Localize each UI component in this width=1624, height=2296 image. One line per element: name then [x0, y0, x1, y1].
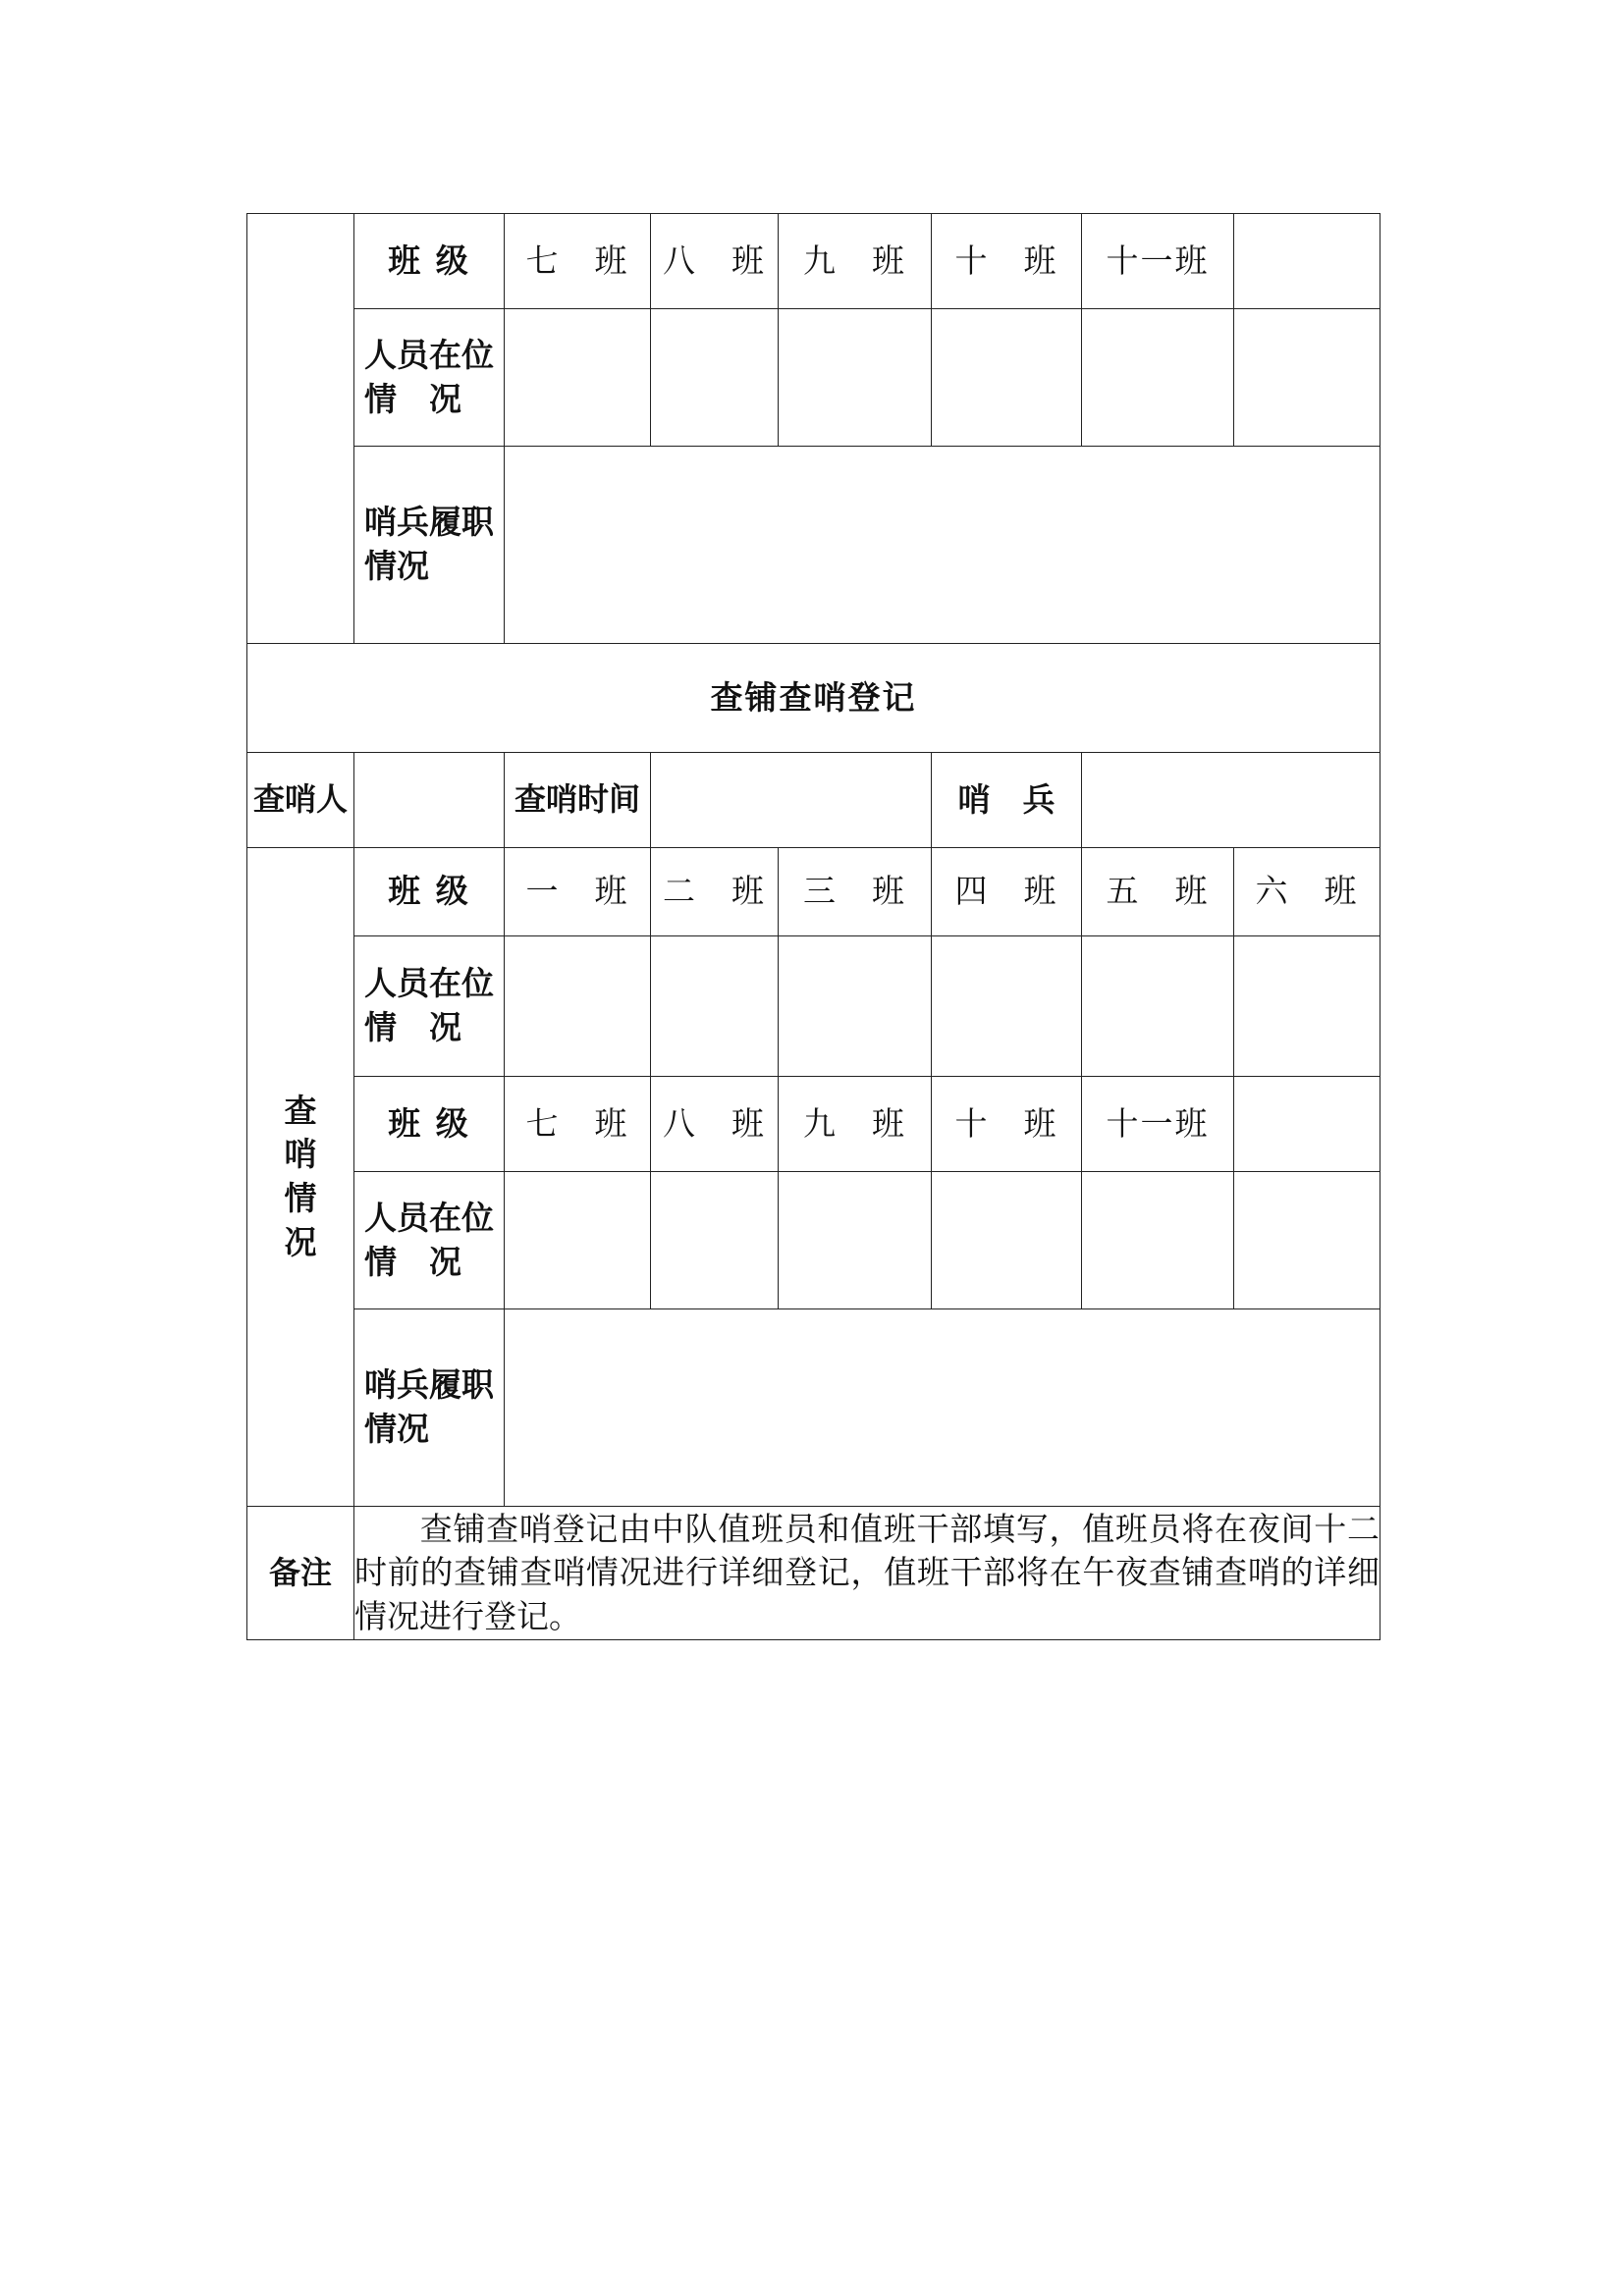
- top-presence-label: [354, 309, 505, 447]
- top-side-blank-cell: [247, 214, 354, 644]
- top-class-cell: 七 班: [505, 214, 651, 309]
- side-label-char: 情: [284, 1179, 317, 1217]
- top-sentry-duty-cell[interactable]: [505, 447, 1380, 644]
- top-class-cell: 八 班: [651, 214, 779, 309]
- presence-cell[interactable]: [651, 936, 779, 1077]
- title-row: [247, 644, 1380, 753]
- inspector-label: 查哨人: [247, 753, 354, 848]
- presence-cell[interactable]: [779, 1172, 932, 1309]
- presence-label-line1: 人员在位: [364, 964, 494, 1003]
- presence-label-line1: 人员在位: [364, 335, 494, 374]
- class-cell: 九 班: [779, 1077, 932, 1172]
- sentry-field[interactable]: [1082, 753, 1380, 848]
- top-presence-cell[interactable]: [779, 309, 932, 447]
- class-cell: 五 班: [1082, 848, 1234, 936]
- top-sentry-duty-label: [354, 447, 505, 644]
- presence-cell[interactable]: [1082, 1172, 1234, 1309]
- top-presence-cell[interactable]: [651, 309, 779, 447]
- inspection-time-label: 查哨时间: [505, 753, 651, 848]
- sentry-duty-label-line2: 情况: [364, 1410, 429, 1448]
- presence-cell[interactable]: [1234, 936, 1380, 1077]
- class-label: 班 级: [354, 848, 505, 936]
- presence-label-line1: 人员在位: [364, 1198, 494, 1237]
- inspection-register-table: [246, 213, 1380, 1640]
- side-label-char: 况: [284, 1222, 317, 1261]
- presence-cell[interactable]: [1234, 1172, 1380, 1309]
- sentry-duty-label-line1: 哨兵履职: [364, 1365, 494, 1405]
- class-label: 班 级: [354, 1077, 505, 1172]
- presence-cell[interactable]: [932, 1172, 1082, 1309]
- header-row: [247, 753, 1380, 848]
- remarks-row: [247, 1507, 1380, 1640]
- side-label-char: 查: [284, 1091, 317, 1130]
- sentry-duty-cell[interactable]: [505, 1309, 1380, 1507]
- presence-cell[interactable]: [1082, 936, 1234, 1077]
- class-cell: [1234, 1077, 1380, 1172]
- class-cell: 三 班: [779, 848, 932, 936]
- presence-label: [354, 936, 505, 1077]
- presence-row-2: [247, 1172, 1380, 1309]
- top-class-cell: 十 班: [932, 214, 1082, 309]
- top-class-cell: 十一班: [1082, 214, 1234, 309]
- class-row-2: [247, 1077, 1380, 1172]
- inspection-side-label: [247, 848, 354, 1507]
- presence-label-line2: 情 况: [364, 1008, 461, 1046]
- class-cell: 六 班: [1234, 848, 1380, 936]
- inspection-time-field[interactable]: [651, 753, 932, 848]
- presence-cell[interactable]: [505, 936, 651, 1077]
- presence-cell[interactable]: [779, 936, 932, 1077]
- page-title: 查铺查哨登记: [247, 644, 1380, 753]
- sentry-duty-row: [247, 1309, 1380, 1507]
- presence-cell[interactable]: [932, 936, 1082, 1077]
- remarks-label: 备注: [247, 1507, 354, 1640]
- top-presence-cell[interactable]: [932, 309, 1082, 447]
- sentry-duty-label: [354, 1309, 505, 1507]
- top-presence-cell[interactable]: [1082, 309, 1234, 447]
- sentry-label: 哨 兵: [932, 753, 1082, 848]
- top-presence-row: [247, 309, 1380, 447]
- presence-row-1: [247, 936, 1380, 1077]
- class-cell: 十 班: [932, 1077, 1082, 1172]
- side-label-char: 哨: [284, 1135, 317, 1174]
- presence-cell[interactable]: [651, 1172, 779, 1309]
- presence-cell[interactable]: [505, 1172, 651, 1309]
- class-cell: 二 班: [651, 848, 779, 936]
- class-cell: 八 班: [651, 1077, 779, 1172]
- class-cell: 七 班: [505, 1077, 651, 1172]
- presence-label-line2: 情 况: [364, 379, 461, 418]
- top-class-row: [247, 214, 1380, 309]
- top-sentry-duty-row: [247, 447, 1380, 644]
- presence-label: [354, 1172, 505, 1309]
- top-class-cell: 九 班: [779, 214, 932, 309]
- inspector-field[interactable]: [354, 753, 505, 848]
- class-cell: 十一班: [1082, 1077, 1234, 1172]
- class-cell: 四 班: [932, 848, 1082, 936]
- top-class-cell: [1234, 214, 1380, 309]
- remarks-text-cell: [354, 1507, 1380, 1640]
- presence-label-line2: 情 况: [364, 1242, 461, 1281]
- remarks-text: 查铺查哨登记由中队值班员和值班干部填写，值班员将在夜间十二时前的查铺查哨情况进行详细登记，值班干部将在午夜查铺查哨的详细情况进行登记。: [354, 1509, 1380, 1635]
- top-presence-cell[interactable]: [505, 309, 651, 447]
- class-row-1: [247, 848, 1380, 936]
- sentry-duty-label-line2: 情况: [364, 547, 429, 585]
- top-class-label: 班 级: [354, 214, 505, 309]
- sentry-duty-label-line1: 哨兵履职: [364, 503, 494, 542]
- top-presence-cell[interactable]: [1234, 309, 1380, 447]
- class-cell: 一 班: [505, 848, 651, 936]
